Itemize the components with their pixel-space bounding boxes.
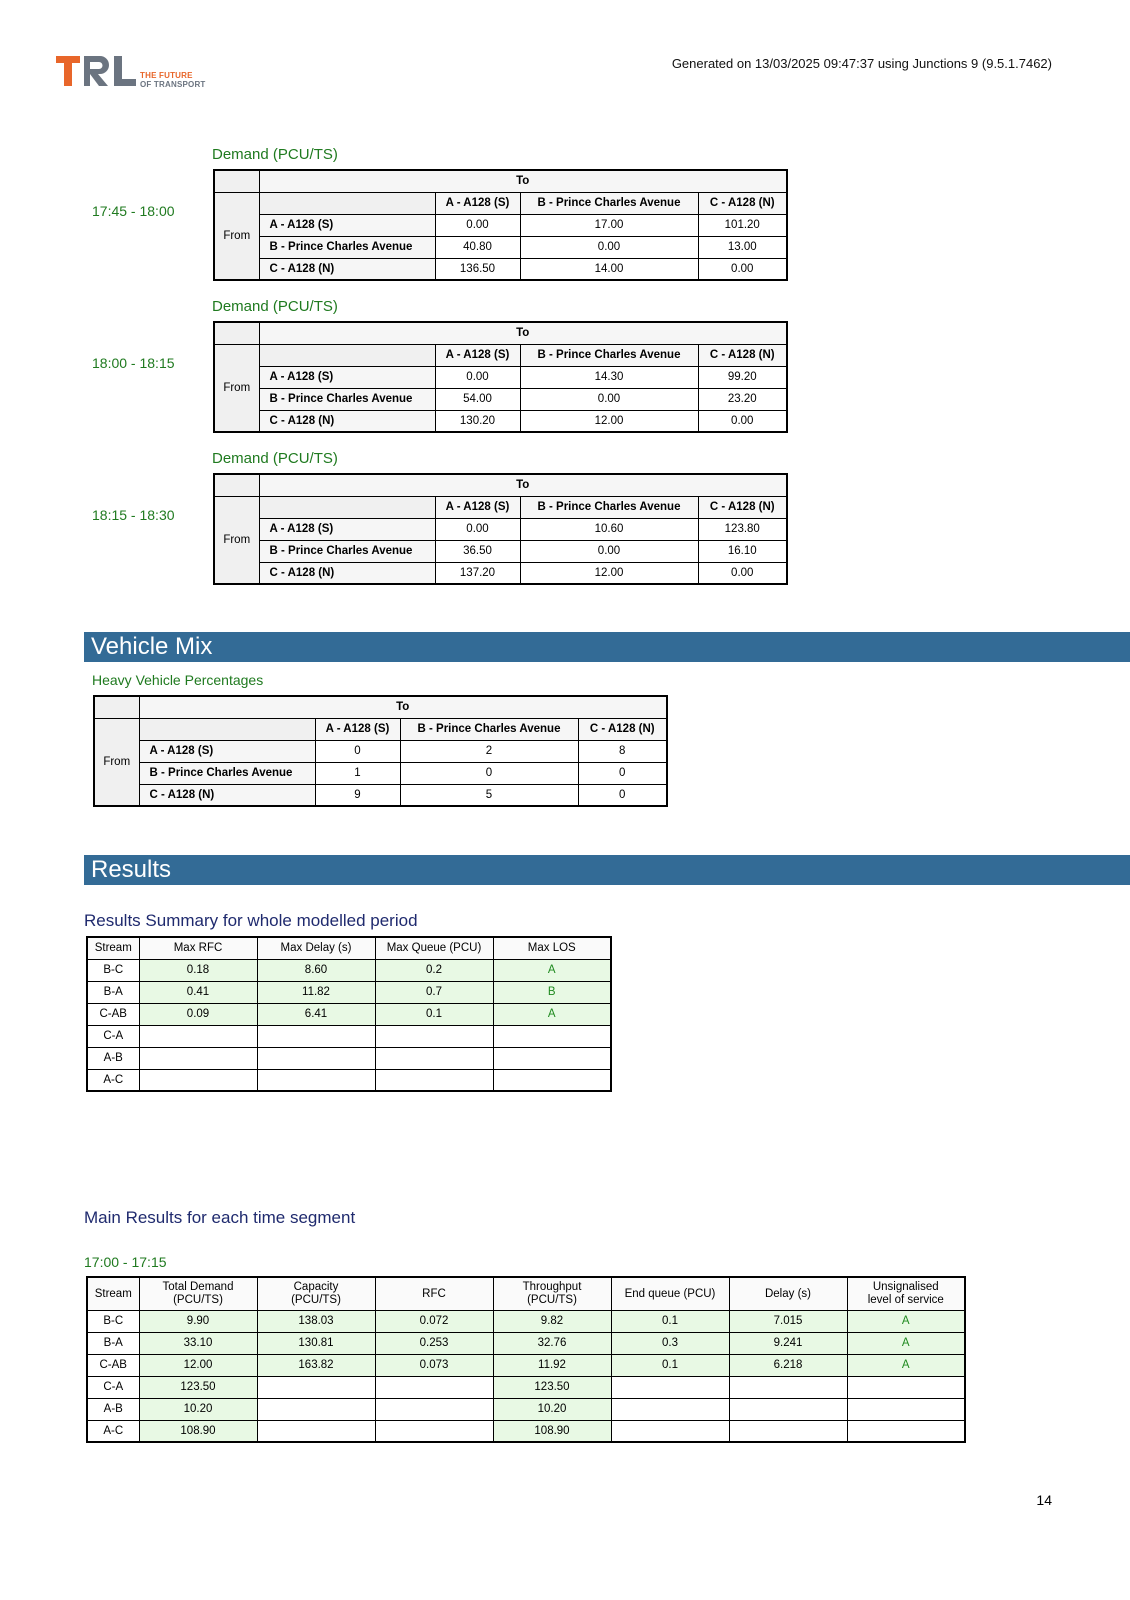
col-header: Max Delay (s) <box>257 937 375 959</box>
demand-time-3: 18:15 - 18:30 <box>92 507 175 523</box>
table-row <box>87 1310 965 1332</box>
table-row <box>214 562 787 584</box>
cell: 0.7 <box>375 981 493 1003</box>
logo-tagline-1: THE FUTURE <box>140 71 193 80</box>
col-header: Throughput (PCU/TS) <box>493 1277 611 1310</box>
cell: 0 <box>578 762 667 784</box>
cell: 163.82 <box>257 1354 375 1376</box>
table-row <box>87 1069 611 1091</box>
cell: 8 <box>578 740 667 762</box>
col-header-c: C - A128 (N) <box>698 344 787 366</box>
cell: 0.253 <box>375 1332 493 1354</box>
from-header: From <box>94 718 139 806</box>
to-header: To <box>259 322 787 344</box>
los-cell: A <box>847 1332 965 1354</box>
cell: 0.41 <box>139 981 257 1003</box>
cell: 9 <box>315 784 400 806</box>
to-header: To <box>259 474 787 496</box>
col-header: Max RFC <box>139 937 257 959</box>
table-row <box>87 1354 965 1376</box>
page-number: 14 <box>1036 1492 1052 1508</box>
cell: 40.80 <box>435 236 520 258</box>
table-row <box>87 959 611 981</box>
col-header: Stream <box>87 937 139 959</box>
logo-tagline-2: OF TRANSPORT <box>140 80 206 89</box>
cell: 130.20 <box>435 410 520 432</box>
vehicle-mix-subtitle: Heavy Vehicle Percentages <box>92 672 264 688</box>
to-header: To <box>259 170 787 192</box>
los-cell: A <box>493 959 611 981</box>
cell: 17.00 <box>520 214 698 236</box>
los-cell: A <box>847 1354 965 1376</box>
from-header: From <box>214 344 259 432</box>
col-header-a: A - A128 (S) <box>435 344 520 366</box>
demand-title-2: Demand (PCU/TS) <box>212 298 338 315</box>
demand-time-2: 18:00 - 18:15 <box>92 355 175 371</box>
table-row <box>214 236 787 258</box>
row-header-a: A - A128 (S) <box>259 518 435 540</box>
col-header: Max LOS <box>493 937 611 959</box>
cell: 0.00 <box>520 236 698 258</box>
col-header: Total Demand (PCU/TS) <box>139 1277 257 1310</box>
cell: 1 <box>315 762 400 784</box>
col-header-a: A - A128 (S) <box>435 192 520 214</box>
cell: 0 <box>578 784 667 806</box>
main-results-table <box>86 1276 966 1443</box>
results-summary-table <box>86 936 612 1092</box>
cell: 6.41 <box>257 1003 375 1025</box>
to-header: To <box>139 696 667 718</box>
table-row <box>87 1398 965 1420</box>
col-header-b: B - Prince Charles Avenue <box>520 496 698 518</box>
section-vehicle-mix: Vehicle Mix <box>84 632 1130 662</box>
cell: 123.80 <box>698 518 787 540</box>
cell: 11.92 <box>493 1354 611 1376</box>
demand-time-1: 17:45 - 18:00 <box>92 203 175 219</box>
cell: 9.90 <box>139 1310 257 1332</box>
trl-logo-icon <box>56 54 138 88</box>
cell: 5 <box>400 784 578 806</box>
cell: 36.50 <box>435 540 520 562</box>
row-header-c: C - A128 (N) <box>259 562 435 584</box>
demand-table-1 <box>213 169 788 281</box>
col-header-c: C - A128 (N) <box>578 718 667 740</box>
col-header: Delay (s) <box>729 1277 847 1310</box>
cell: 0.09 <box>139 1003 257 1025</box>
row-header-b: B - Prince Charles Avenue <box>139 762 315 784</box>
stream-cell: B-A <box>87 1332 139 1354</box>
col-header: RFC <box>375 1277 493 1310</box>
cell: 99.20 <box>698 366 787 388</box>
cell: 11.82 <box>257 981 375 1003</box>
table-row <box>87 1420 965 1442</box>
section-results: Results <box>84 855 1130 885</box>
cell: 108.90 <box>493 1420 611 1442</box>
cell: 0 <box>400 762 578 784</box>
cell: 0.00 <box>435 366 520 388</box>
cell: 9.82 <box>493 1310 611 1332</box>
table-row <box>87 1332 965 1354</box>
table-row <box>214 214 787 236</box>
table-row <box>94 740 667 762</box>
col-header-c: C - A128 (N) <box>698 496 787 518</box>
cell: 12.00 <box>520 562 698 584</box>
cell: 10.60 <box>520 518 698 540</box>
table-row <box>87 1003 611 1025</box>
cell: 123.50 <box>139 1376 257 1398</box>
table-row <box>94 784 667 806</box>
row-header-b: B - Prince Charles Avenue <box>259 540 435 562</box>
cell: 33.10 <box>139 1332 257 1354</box>
col-header: Max Queue (PCU) <box>375 937 493 959</box>
cell: 8.60 <box>257 959 375 981</box>
cell: 0.2 <box>375 959 493 981</box>
table-row <box>87 1376 965 1398</box>
cell: 14.00 <box>520 258 698 280</box>
table-row <box>214 366 787 388</box>
cell: 136.50 <box>435 258 520 280</box>
cell: 6.218 <box>729 1354 847 1376</box>
table-row <box>214 388 787 410</box>
table-row <box>87 1047 611 1069</box>
row-header-c: C - A128 (N) <box>259 258 435 280</box>
cell: 108.90 <box>139 1420 257 1442</box>
col-header: Capacity (PCU/TS) <box>257 1277 375 1310</box>
cell: 0.3 <box>611 1332 729 1354</box>
table-row <box>87 981 611 1003</box>
cell: 0.00 <box>698 562 787 584</box>
cell: 138.03 <box>257 1310 375 1332</box>
row-header-a: A - A128 (S) <box>259 214 435 236</box>
cell: 0.00 <box>520 540 698 562</box>
cell: 0.1 <box>375 1003 493 1025</box>
from-header: From <box>214 192 259 280</box>
table-row <box>94 762 667 784</box>
demand-title-1: Demand (PCU/TS) <box>212 146 338 163</box>
cell: 0.073 <box>375 1354 493 1376</box>
cell: 54.00 <box>435 388 520 410</box>
table-row <box>214 518 787 540</box>
heavy-vehicle-table <box>93 695 668 807</box>
table-row <box>87 1025 611 1047</box>
table-row <box>214 258 787 280</box>
cell: 7.015 <box>729 1310 847 1332</box>
stream-cell: A-B <box>87 1398 139 1420</box>
cell: 14.30 <box>520 366 698 388</box>
los-cell: A <box>493 1003 611 1025</box>
from-header: From <box>214 496 259 584</box>
cell: 10.20 <box>139 1398 257 1420</box>
cell: 0 <box>315 740 400 762</box>
col-header: Unsignalised level of service <box>847 1277 965 1310</box>
cell: 13.00 <box>698 236 787 258</box>
col-header-a: A - A128 (S) <box>315 718 400 740</box>
cell: 12.00 <box>139 1354 257 1376</box>
cell: 0.00 <box>435 214 520 236</box>
cell: 23.20 <box>698 388 787 410</box>
segment-time: 17:00 - 17:15 <box>84 1254 167 1270</box>
row-header-b: B - Prince Charles Avenue <box>259 388 435 410</box>
cell: 12.00 <box>520 410 698 432</box>
col-header-a: A - A128 (S) <box>435 496 520 518</box>
los-cell: A <box>847 1310 965 1332</box>
cell: 9.241 <box>729 1332 847 1354</box>
row-header-c: C - A128 (N) <box>139 784 315 806</box>
cell: 0.00 <box>435 518 520 540</box>
cell: 0.1 <box>611 1310 729 1332</box>
col-header-b: B - Prince Charles Avenue <box>400 718 578 740</box>
row-header-b: B - Prince Charles Avenue <box>259 236 435 258</box>
stream-cell: C-AB <box>87 1354 139 1376</box>
stream-cell: C-A <box>87 1376 139 1398</box>
stream-cell: C-AB <box>87 1003 139 1025</box>
stream-cell: B-C <box>87 959 139 981</box>
stream-cell: C-A <box>87 1025 139 1047</box>
los-cell: B <box>493 981 611 1003</box>
stream-cell: A-C <box>87 1420 139 1442</box>
cell: 2 <box>400 740 578 762</box>
cell: 0.00 <box>698 258 787 280</box>
cell: 0.00 <box>520 388 698 410</box>
demand-title-3: Demand (PCU/TS) <box>212 450 338 467</box>
cell: 137.20 <box>435 562 520 584</box>
cell: 0.18 <box>139 959 257 981</box>
demand-table-3 <box>213 473 788 585</box>
cell: 123.50 <box>493 1376 611 1398</box>
table-row <box>214 410 787 432</box>
row-header-c: C - A128 (N) <box>259 410 435 432</box>
stream-cell: B-A <box>87 981 139 1003</box>
stream-cell: A-C <box>87 1069 139 1091</box>
demand-table-2 <box>213 321 788 433</box>
trl-logo <box>56 54 216 90</box>
cell: 0.00 <box>698 410 787 432</box>
col-header: End queue (PCU) <box>611 1277 729 1310</box>
col-header-b: B - Prince Charles Avenue <box>520 344 698 366</box>
row-header-a: A - A128 (S) <box>259 366 435 388</box>
row-header-a: A - A128 (S) <box>139 740 315 762</box>
col-header-c: C - A128 (N) <box>698 192 787 214</box>
table-row <box>214 540 787 562</box>
cell: 32.76 <box>493 1332 611 1354</box>
main-results-title: Main Results for each time segment <box>84 1208 356 1227</box>
results-summary-title: Results Summary for whole modelled period <box>84 911 418 930</box>
generated-info: Generated on 13/03/2025 09:47:37 using Junctions 9 (9.5.1.7462) <box>671 56 1052 71</box>
cell: 16.10 <box>698 540 787 562</box>
cell: 101.20 <box>698 214 787 236</box>
col-header-b: B - Prince Charles Avenue <box>520 192 698 214</box>
cell: 10.20 <box>493 1398 611 1420</box>
cell: 0.1 <box>611 1354 729 1376</box>
cell: 0.072 <box>375 1310 493 1332</box>
stream-cell: B-C <box>87 1310 139 1332</box>
cell: 130.81 <box>257 1332 375 1354</box>
stream-cell: A-B <box>87 1047 139 1069</box>
col-header: Stream <box>87 1277 139 1310</box>
